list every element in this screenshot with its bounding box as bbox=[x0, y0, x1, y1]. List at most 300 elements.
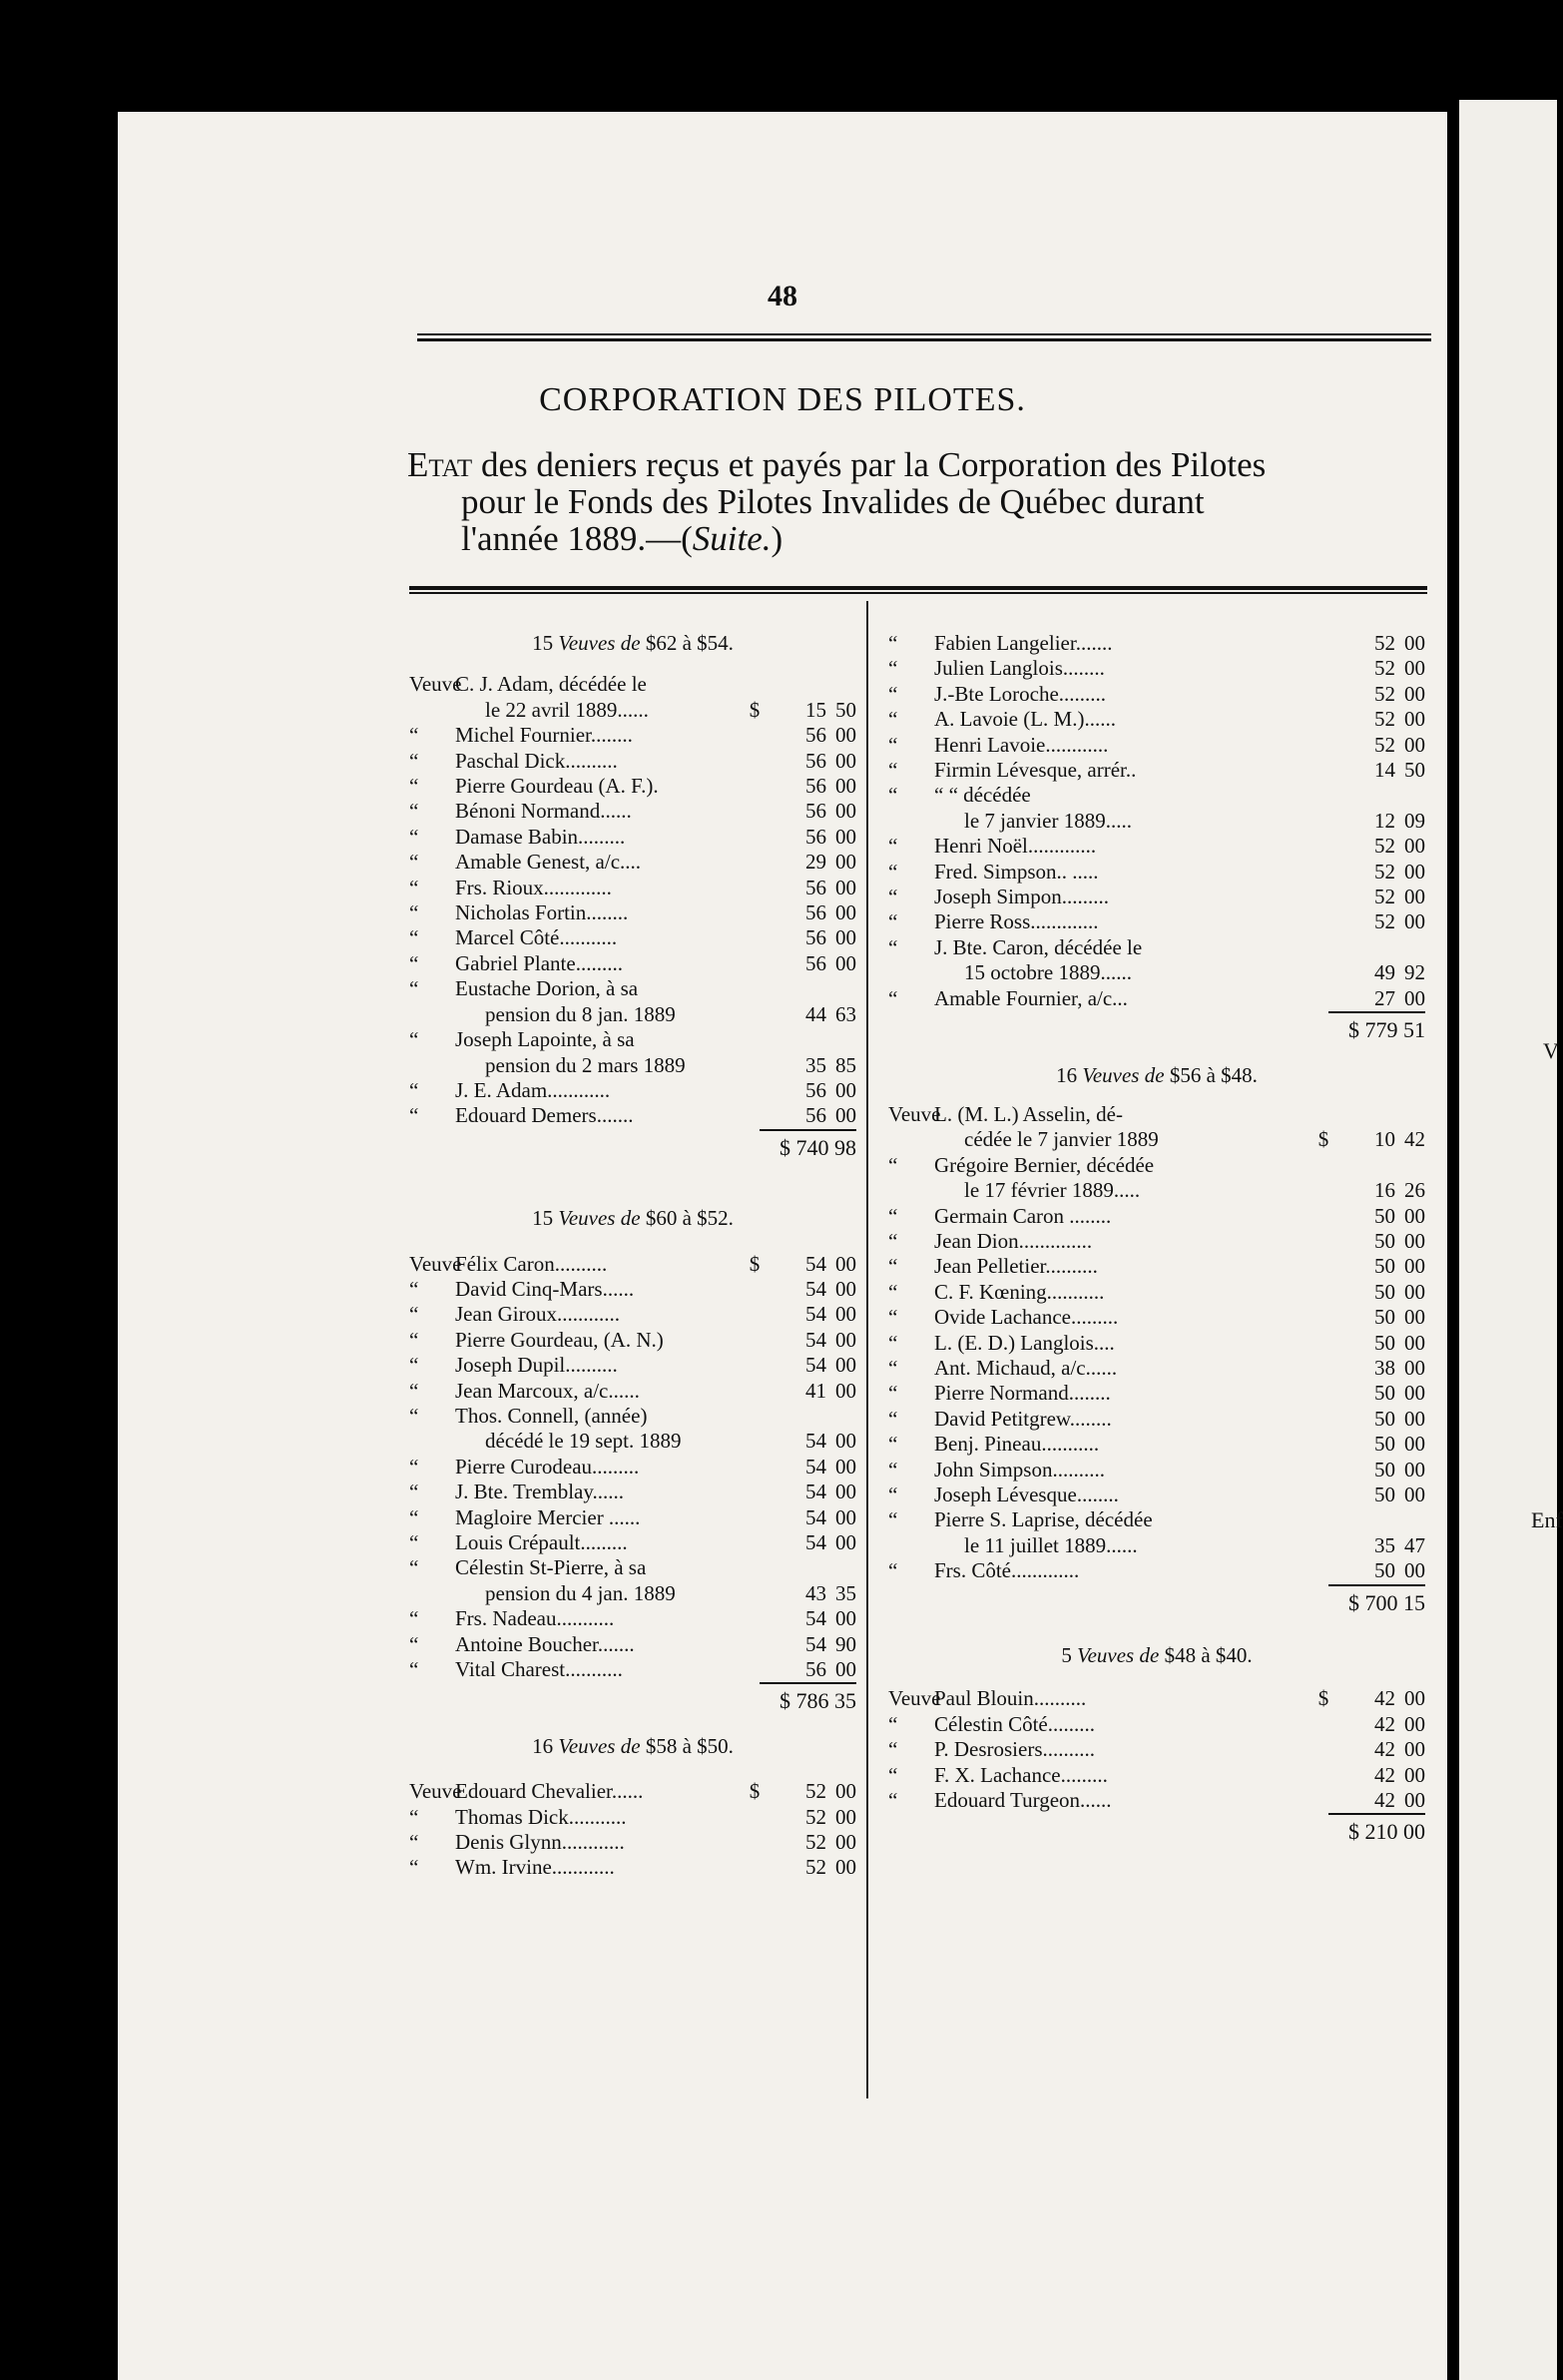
entry-amt: 50 bbox=[1374, 1203, 1395, 1228]
section-2-title: 15 Veuves de $60 à $52. bbox=[532, 1206, 734, 1231]
entry-pre: Veuve bbox=[888, 1101, 941, 1126]
section-3-list bbox=[409, 1779, 856, 1881]
entry-cts: 00 bbox=[1404, 1762, 1425, 1787]
entry-name: J. Bte. Caron, décédée le bbox=[934, 934, 1143, 959]
table-row bbox=[409, 1027, 856, 1052]
entry-name: le 7 janvier 1889..... bbox=[964, 808, 1132, 833]
entry-pre: “ bbox=[409, 1504, 419, 1529]
table-row bbox=[888, 1763, 1425, 1788]
entry-pre: “ bbox=[409, 1804, 419, 1829]
entry-cts: 00 bbox=[1404, 1279, 1425, 1304]
entry-pre: “ bbox=[409, 875, 419, 899]
entry-name: Edouard Demers....... bbox=[455, 1103, 634, 1128]
entry-pre: “ bbox=[409, 1480, 419, 1504]
entry-pre: “ bbox=[888, 1406, 898, 1431]
entry-name: Joseph Lévesque........ bbox=[934, 1483, 1119, 1506]
entry-cts: 00 bbox=[835, 1251, 856, 1276]
entry-name: Ovide Lachance......... bbox=[934, 1305, 1119, 1330]
entry-pre: “ bbox=[888, 1228, 898, 1253]
entry-name: F. X. Lachance......... bbox=[934, 1762, 1108, 1787]
entry-pre: “ bbox=[888, 1788, 898, 1813]
entry-pre: “ bbox=[888, 1762, 898, 1787]
entry-cts: 00 bbox=[1404, 1457, 1425, 1482]
entry-cts: 00 bbox=[1404, 1788, 1425, 1813]
table-row bbox=[409, 1078, 856, 1103]
entry-cts: 00 bbox=[835, 1657, 856, 1682]
entry-amt: 54 bbox=[805, 1353, 826, 1378]
table-row bbox=[888, 809, 1425, 834]
entry-pre: “ bbox=[888, 707, 898, 732]
entry-amt: 50 bbox=[1374, 1381, 1395, 1406]
table-row bbox=[409, 1053, 856, 1078]
table-row bbox=[888, 783, 1425, 808]
entry-amt: 54 bbox=[805, 1631, 826, 1656]
table-row bbox=[888, 758, 1425, 783]
entry-pre: “ bbox=[409, 1657, 419, 1682]
table-row bbox=[888, 960, 1425, 985]
entry-amt: 56 bbox=[805, 723, 826, 748]
entry-pre: “ bbox=[409, 1027, 419, 1052]
entry-pre: “ bbox=[409, 748, 419, 773]
table-row bbox=[888, 1254, 1425, 1279]
entry-name: Frs. Rioux............. bbox=[455, 875, 612, 899]
entry-amt: 56 bbox=[805, 774, 826, 799]
entry-name: Amable Fournier, a/c... bbox=[934, 985, 1128, 1010]
entry-amt: 54 bbox=[805, 1504, 826, 1529]
table-row bbox=[409, 774, 856, 799]
entry-pre: “ bbox=[409, 1631, 419, 1656]
entry-amt: 52 bbox=[805, 1855, 826, 1880]
table-row bbox=[409, 1606, 856, 1631]
entry-pre: “ bbox=[888, 656, 898, 681]
table-row bbox=[409, 1353, 856, 1378]
entry-amt: 50 bbox=[1374, 1228, 1395, 1253]
entry-amt: 14 bbox=[1374, 758, 1395, 783]
entry-amt: 54 bbox=[805, 1606, 826, 1631]
entry-cts: 00 bbox=[835, 774, 856, 799]
entry-cts: 00 bbox=[1404, 1330, 1425, 1355]
entry-cts: 00 bbox=[835, 1504, 856, 1529]
entry-name: Pierre Gourdeau (A. F.). bbox=[455, 774, 659, 799]
entry-pre: Veuve bbox=[888, 1686, 941, 1711]
entry-pre: “ bbox=[888, 1254, 898, 1279]
entry-name: Pierre Ross............. bbox=[934, 909, 1099, 934]
entry-cts: 00 bbox=[835, 824, 856, 849]
entry-name: Denis Glynn............ bbox=[455, 1830, 625, 1855]
entry-name: 15 octobre 1889...... bbox=[964, 960, 1132, 985]
entry-name: Thomas Dick........... bbox=[455, 1804, 627, 1829]
entry-cts: 90 bbox=[835, 1631, 856, 1656]
entry-cts: 00 bbox=[835, 1779, 856, 1804]
table-row bbox=[409, 1505, 856, 1530]
entry-amt: 38 bbox=[1374, 1355, 1395, 1380]
entry-amt: 27 bbox=[1374, 985, 1395, 1010]
entry-pre: “ bbox=[888, 631, 898, 655]
entry-name: Fred. Simpson.. ..... bbox=[934, 859, 1099, 884]
entry-pre: “ bbox=[888, 1558, 898, 1583]
entry-name: le 22 avril 1889...... bbox=[485, 697, 649, 722]
entry-cts: 00 bbox=[835, 1353, 856, 1378]
header-rule-bottom bbox=[417, 338, 1431, 341]
entry-amt: 49 bbox=[1374, 960, 1395, 985]
right-column bbox=[888, 631, 1425, 1845]
entry-amt: 52 bbox=[1374, 909, 1395, 934]
entry-pre: “ bbox=[888, 758, 898, 783]
entry-pre: “ bbox=[409, 1830, 419, 1855]
entry-name: Edouard Chevalier...... bbox=[455, 1779, 644, 1804]
entry-name: Fabien Langelier....... bbox=[934, 631, 1113, 655]
table-row bbox=[409, 1779, 856, 1804]
entry-name: David Cinq-Mars...... bbox=[455, 1276, 635, 1301]
table-row bbox=[409, 723, 856, 748]
table-row bbox=[888, 1458, 1425, 1483]
entry-name: Amable Genest, a/c.... bbox=[455, 850, 642, 875]
entry-pre: “ bbox=[409, 1276, 419, 1301]
entry-cts: 00 bbox=[1404, 1305, 1425, 1330]
entry-name: Joseph Lapointe, à sa bbox=[455, 1027, 635, 1052]
entry-cts: 00 bbox=[835, 850, 856, 875]
entry-dol: $ bbox=[749, 697, 761, 722]
entry-name: Jean Marcoux, a/c...... bbox=[455, 1378, 640, 1403]
table-row bbox=[409, 672, 856, 697]
entry-amt: 50 bbox=[1374, 1457, 1395, 1482]
entry-name: Louis Crépault......... bbox=[455, 1530, 628, 1554]
entry-cts: 47 bbox=[1404, 1532, 1425, 1557]
entry-pre: “ bbox=[409, 1077, 419, 1102]
entry-name: décédé le 19 sept. 1889 bbox=[485, 1429, 682, 1454]
entry-pre: “ bbox=[409, 976, 419, 1001]
table-row bbox=[888, 1229, 1425, 1254]
table-row bbox=[888, 834, 1425, 859]
entry-cts: 00 bbox=[835, 748, 856, 773]
entry-cts: 00 bbox=[835, 1276, 856, 1301]
entry-amt: 52 bbox=[805, 1804, 826, 1829]
entry-pre: “ bbox=[409, 723, 419, 748]
table-row bbox=[888, 1331, 1425, 1356]
entry-name: Pierre Normand........ bbox=[934, 1381, 1111, 1406]
table-row bbox=[409, 1328, 856, 1353]
entry-name: Paschal Dick.......... bbox=[455, 748, 618, 773]
entry-name: L. (E. D.) Langlois.... bbox=[934, 1330, 1115, 1355]
entry-name: le 17 février 1889..... bbox=[964, 1178, 1141, 1203]
entry-name: Célestin Côté......... bbox=[934, 1711, 1095, 1736]
table-row bbox=[409, 1302, 856, 1327]
entry-name: Antoine Boucher....... bbox=[455, 1631, 635, 1656]
entry-cts: 00 bbox=[1404, 1711, 1425, 1736]
entry-name: cédée le 7 janvier 1889 bbox=[964, 1127, 1159, 1152]
entry-name: Joseph Simpon......... bbox=[934, 885, 1110, 909]
entry-name: Frs. Côté............. bbox=[934, 1558, 1080, 1583]
table-row bbox=[409, 799, 856, 824]
entry-amt: 56 bbox=[805, 1103, 826, 1128]
table-row bbox=[888, 1381, 1425, 1406]
table-row bbox=[409, 1855, 856, 1880]
entry-amt: 54 bbox=[805, 1327, 826, 1352]
table-row bbox=[888, 1507, 1425, 1532]
entry-pre: “ bbox=[409, 900, 419, 925]
entry-cts: 63 bbox=[835, 1001, 856, 1026]
table-row bbox=[409, 1632, 856, 1657]
section-6-list bbox=[888, 1686, 1425, 1813]
entry-amt: 52 bbox=[1374, 732, 1395, 757]
entry-name: Pierre S. Laprise, décédée bbox=[934, 1507, 1153, 1532]
entry-name: “ “ décédée bbox=[934, 783, 1031, 808]
entry-cts: 42 bbox=[1404, 1127, 1425, 1152]
table-row bbox=[409, 850, 856, 875]
entry-amt: 42 bbox=[1374, 1737, 1395, 1762]
table-row bbox=[409, 1480, 856, 1504]
section-3-title: 16 Veuves de $58 à $50. bbox=[532, 1733, 734, 1758]
entry-name: pension du 4 jan. 1889 bbox=[485, 1580, 676, 1605]
entry-amt: 42 bbox=[1374, 1762, 1395, 1787]
entry-amt: 56 bbox=[805, 748, 826, 773]
entry-name: J. E. Adam............ bbox=[455, 1077, 611, 1102]
entry-cts: 00 bbox=[1404, 631, 1425, 655]
entry-cts: 00 bbox=[1404, 1254, 1425, 1279]
section-6-title: 5 Veuves de $48 à $40. bbox=[1061, 1643, 1253, 1668]
entry-name: Félix Caron.......... bbox=[455, 1251, 608, 1276]
entry-amt: 50 bbox=[1374, 1279, 1395, 1304]
entry-cts: 00 bbox=[835, 925, 856, 950]
entry-name: Magloire Mercier ...... bbox=[455, 1504, 641, 1529]
entry-name: Julien Langlois........ bbox=[934, 656, 1105, 681]
entry-cts: 00 bbox=[1404, 707, 1425, 732]
entry-pre: “ bbox=[888, 783, 898, 808]
entry-amt: 52 bbox=[1374, 631, 1395, 655]
section-2-total: $ 786 35 bbox=[409, 1682, 856, 1713]
table-row bbox=[409, 1455, 856, 1480]
column-divider bbox=[866, 601, 868, 2098]
entry-name: Vital Charest........... bbox=[455, 1657, 623, 1682]
entry-pre: “ bbox=[888, 885, 898, 909]
entry-amt: 50 bbox=[1374, 1305, 1395, 1330]
entry-cts: 00 bbox=[835, 1327, 856, 1352]
entry-amt: 56 bbox=[805, 1657, 826, 1682]
entry-cts: 00 bbox=[1404, 681, 1425, 706]
table-row bbox=[888, 986, 1425, 1011]
document-page bbox=[118, 112, 1447, 2380]
table-row bbox=[409, 1379, 856, 1404]
entry-cts: 00 bbox=[1404, 1406, 1425, 1431]
entry-cts: 00 bbox=[1404, 885, 1425, 909]
entry-amt: 52 bbox=[1374, 859, 1395, 884]
entry-amt: 42 bbox=[1374, 1788, 1395, 1813]
entry-name: J.-Bte Loroche......... bbox=[934, 681, 1107, 706]
entry-name: Frs. Nadeau........... bbox=[455, 1606, 615, 1631]
table-row bbox=[409, 1657, 856, 1682]
table-row bbox=[888, 1788, 1425, 1813]
entry-cts: 00 bbox=[835, 723, 856, 748]
table-row bbox=[888, 1204, 1425, 1229]
intro-line-2: pour le Fonds des Pilotes Invalides de Québec durant bbox=[461, 482, 1205, 521]
entry-name: pension du 2 mars 1889 bbox=[485, 1052, 686, 1077]
table-row bbox=[409, 698, 856, 723]
entry-cts: 00 bbox=[835, 1454, 856, 1479]
entry-pre: “ bbox=[409, 1302, 419, 1327]
entry-pre: “ bbox=[888, 1330, 898, 1355]
section-1-list bbox=[409, 672, 856, 1128]
entry-cts: 00 bbox=[1404, 1228, 1425, 1253]
entry-dol: $ bbox=[1317, 1127, 1329, 1152]
entry-amt: 50 bbox=[1374, 1406, 1395, 1431]
table-row bbox=[409, 1404, 856, 1429]
entry-cts: 00 bbox=[835, 1855, 856, 1880]
section-1-total: $ 740 98 bbox=[409, 1129, 856, 1160]
table-row bbox=[888, 1712, 1425, 1737]
table-row bbox=[888, 885, 1425, 909]
table-row bbox=[888, 909, 1425, 934]
table-row bbox=[409, 1002, 856, 1027]
table-row bbox=[409, 876, 856, 900]
entry-name: C. J. Adam, décédée le bbox=[455, 672, 647, 697]
entry-amt: 10 bbox=[1374, 1127, 1395, 1152]
entry-amt: 50 bbox=[1374, 1432, 1395, 1457]
entry-name: Marcel Côté........... bbox=[455, 925, 618, 950]
section-1-title: 15 Veuves de $62 à $54. bbox=[532, 631, 734, 655]
entry-cts: 00 bbox=[835, 1077, 856, 1102]
table-row bbox=[409, 1805, 856, 1830]
entry-amt: 35 bbox=[805, 1052, 826, 1077]
entry-cts: 00 bbox=[835, 950, 856, 975]
entry-amt: 15 bbox=[805, 697, 826, 722]
entry-name: Pierre Gourdeau, (A. N.) bbox=[455, 1327, 664, 1352]
entry-pre: “ bbox=[888, 1711, 898, 1736]
entry-pre: Veuve bbox=[409, 672, 462, 697]
section-4-total: $ 779 51 bbox=[888, 1011, 1425, 1042]
entry-pre: “ bbox=[888, 985, 898, 1010]
entry-pre: “ bbox=[409, 774, 419, 799]
entry-name: le 11 juillet 1889...... bbox=[964, 1532, 1138, 1557]
entry-cts: 35 bbox=[835, 1580, 856, 1605]
table-row bbox=[409, 1555, 856, 1580]
table-row bbox=[409, 825, 856, 850]
entry-amt: 52 bbox=[1374, 681, 1395, 706]
entry-name: Nicholas Fortin........ bbox=[455, 900, 629, 925]
entry-pre: “ bbox=[888, 1432, 898, 1457]
section-2-list bbox=[409, 1252, 856, 1683]
section-6-total: $ 210 00 bbox=[888, 1813, 1425, 1844]
entry-cts: 85 bbox=[835, 1052, 856, 1077]
table-row bbox=[888, 1153, 1425, 1178]
entry-cts: 00 bbox=[835, 1103, 856, 1128]
entry-name: Gabriel Plante......... bbox=[455, 950, 623, 975]
entry-cts: 00 bbox=[835, 875, 856, 899]
entry-cts: 00 bbox=[835, 1530, 856, 1554]
entry-pre: “ bbox=[409, 925, 419, 950]
entry-name: L. (M. L.) Asselin, dé- bbox=[934, 1101, 1123, 1126]
entry-name: pension du 8 jan. 1889 bbox=[485, 1001, 676, 1026]
table-row bbox=[409, 900, 856, 925]
entry-dol: $ bbox=[749, 1779, 761, 1804]
table-row bbox=[888, 707, 1425, 732]
table-row bbox=[888, 1432, 1425, 1457]
entry-cts: 00 bbox=[835, 1830, 856, 1855]
adjacent-fragment-2: Enf bbox=[1531, 1507, 1563, 1532]
entry-cts: 00 bbox=[835, 900, 856, 925]
entry-amt: 54 bbox=[805, 1251, 826, 1276]
entry-name: Benj. Pineau........... bbox=[934, 1432, 1100, 1457]
entry-cts: 00 bbox=[1404, 859, 1425, 884]
entry-name: Wm. Irvine............ bbox=[455, 1855, 615, 1880]
entry-amt: 16 bbox=[1374, 1178, 1395, 1203]
entry-name: Germain Caron ........ bbox=[934, 1203, 1112, 1228]
entry-cts: 00 bbox=[835, 799, 856, 824]
table-row bbox=[409, 976, 856, 1001]
entry-pre: “ bbox=[888, 1457, 898, 1482]
page-title: CORPORATION DES PILOTES. bbox=[539, 381, 1026, 418]
entry-name: J. Bte. Tremblay...... bbox=[455, 1480, 624, 1504]
entry-pre: “ bbox=[888, 1381, 898, 1406]
table-row bbox=[409, 925, 856, 950]
entry-name: Pierre Curodeau......... bbox=[455, 1454, 640, 1479]
entry-cts: 50 bbox=[1404, 758, 1425, 783]
entry-name: Damase Babin......... bbox=[455, 824, 626, 849]
intro-line-1: des deniers reçus et payés par la Corporation des Pilotes bbox=[480, 445, 1267, 484]
entry-amt: 42 bbox=[1374, 1686, 1395, 1711]
entry-amt: 56 bbox=[805, 875, 826, 899]
adjacent-fragment-1: V bbox=[1543, 1038, 1559, 1063]
entry-name: Joseph Dupil.......... bbox=[455, 1353, 618, 1378]
header-rule-top bbox=[417, 333, 1431, 335]
table-row bbox=[409, 1581, 856, 1606]
entry-cts: 00 bbox=[1404, 1355, 1425, 1380]
entry-amt: 56 bbox=[805, 925, 826, 950]
entry-pre: Veuve bbox=[409, 1251, 462, 1276]
table-row bbox=[888, 935, 1425, 960]
entry-pre: “ bbox=[888, 934, 898, 959]
entry-pre: “ bbox=[409, 1403, 419, 1428]
entry-amt: 56 bbox=[805, 799, 826, 824]
table-row bbox=[409, 1252, 856, 1277]
entry-pre: “ bbox=[409, 1555, 419, 1580]
intro-paragraph bbox=[407, 446, 1455, 557]
entry-amt: 50 bbox=[1374, 1483, 1395, 1506]
entry-pre: “ bbox=[409, 950, 419, 975]
entry-cts: 00 bbox=[1404, 909, 1425, 934]
entry-pre: “ bbox=[888, 1507, 898, 1532]
entry-name: Eustache Dorion, à sa bbox=[455, 976, 639, 1001]
entry-pre: “ bbox=[409, 799, 419, 824]
entry-cts: 00 bbox=[1404, 1686, 1425, 1711]
table-row bbox=[888, 656, 1425, 681]
entry-pre: “ bbox=[409, 1378, 419, 1403]
table-row bbox=[888, 733, 1425, 758]
entry-amt: 43 bbox=[805, 1580, 826, 1605]
entry-name: Henri Lavoie............ bbox=[934, 732, 1109, 757]
entry-pre: “ bbox=[888, 1203, 898, 1228]
entry-amt: 52 bbox=[805, 1830, 826, 1855]
entry-amt: 42 bbox=[1374, 1711, 1395, 1736]
entry-cts: 00 bbox=[835, 1804, 856, 1829]
entry-pre: “ bbox=[888, 1152, 898, 1177]
section-4-list bbox=[888, 631, 1425, 1011]
table-row bbox=[888, 1558, 1425, 1583]
entry-name: P. Desrosiers.......... bbox=[934, 1737, 1095, 1762]
entry-pre: “ bbox=[888, 1355, 898, 1380]
entry-pre: “ bbox=[409, 1855, 419, 1880]
entry-amt: 56 bbox=[805, 1077, 826, 1102]
entry-name: Paul Blouin.......... bbox=[934, 1686, 1087, 1711]
entry-dol: $ bbox=[749, 1251, 761, 1276]
entry-amt: 52 bbox=[1374, 656, 1395, 681]
entry-name: Henri Noël............. bbox=[934, 834, 1097, 859]
table-row bbox=[888, 682, 1425, 707]
entry-pre: “ bbox=[888, 1279, 898, 1304]
entry-name: Ant. Michaud, a/c...... bbox=[934, 1355, 1118, 1380]
table-row bbox=[409, 1830, 856, 1855]
table-row bbox=[409, 1530, 856, 1555]
entry-amt: 52 bbox=[1374, 707, 1395, 732]
